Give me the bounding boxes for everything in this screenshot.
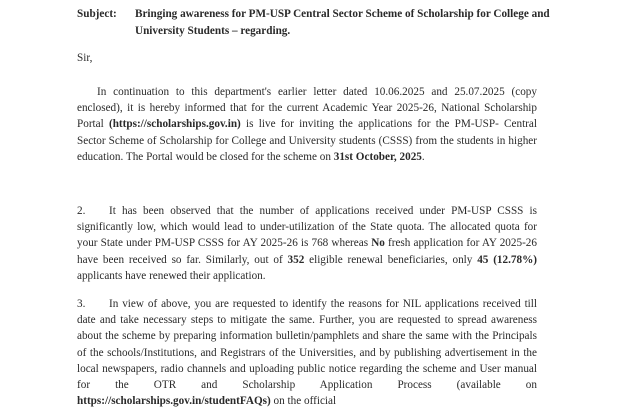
subject-text: Bringing awareness for PM-USP Central Sector Scheme of Scholarship for College and University Students – regarding. [135,8,550,37]
salutation: Sir, [77,52,93,64]
subject-label: Subject: [77,8,117,20]
para1-text-1: In continuation to this department's earlier letter dated 10.06.2025 and 25.07.2025 (copy enclosed), it is hereby informed that for the current Academic Year 2025-26, National Scholarship Portal [77,86,537,131]
para1-text-2: is live for inviting the applications for the PM-USP- Central Sector Scheme of Scholarship for College and University students (CSSS) from the students in higher education. The Portal would be closed for the scheme on [77,118,537,163]
paragraph-3 [77,296,537,409]
portal-url: (https://scholarships.gov.in) [108,118,241,131]
renewed-count: 45 (12.78%) [477,253,538,266]
faq-url: https://scholarships.gov.in/studentFAQs) [77,395,271,408]
para1-text-3: . [421,150,425,163]
eligible-renewal-count: 352 [287,253,305,266]
para3-text-2: on the official [270,395,337,408]
para2-text-2: fresh application for AY 2025-26 have been received so far. Similarly, out of [77,237,537,266]
para3-text-1: In view of above, you are requested to identify the reasons for NIL applications received till date and take necessary steps to mitigate the same. Further, you are requested to spread awareness about the scheme by preparing information bulletin/pamphlets and share the same with the Principals of the schools/Institutions, and Registrars of the Universities, and by publishing advertisement in the local newspapers, radio channels and uploading public notice regarding the scheme and User manual for the OTR and Scholarship Application Process (available on [77,298,537,392]
fresh-count: No [371,237,385,250]
paragraph-1 [77,84,537,165]
para2-text-4: applicants have renewed their application. [77,269,266,282]
paragraph-2 [77,203,537,284]
para2-text-3: eligible renewal beneficiaries, only [304,253,478,266]
para3-number: 3. [77,298,86,310]
para2-text-1: It has been observed that the number of applications received under PM-USP CSSS is significantly low, which would lead to under-utilization of the State quota. The allocated quota for your State under PM-USP CSSS for AY 2025-26 is 768 whereas [77,205,537,250]
para2-number: 2. [77,205,86,217]
closing-date: 31st October, 2025 [333,150,422,163]
